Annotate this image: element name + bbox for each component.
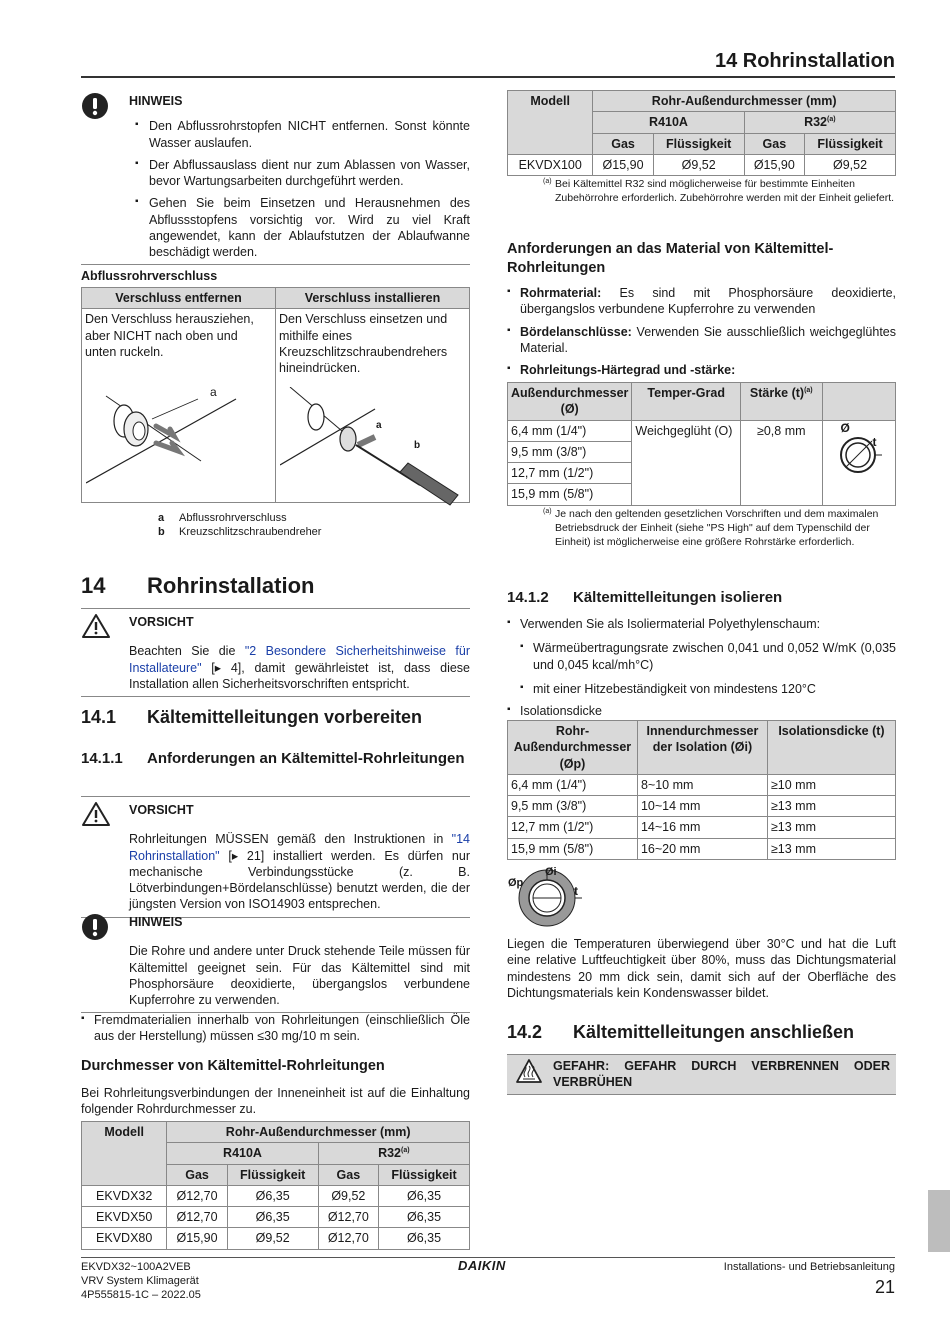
table-cell: Ø12,70	[318, 1207, 378, 1228]
page-number: 21	[874, 1277, 895, 1297]
col-gas: Gas	[318, 1164, 378, 1185]
plug-heading: Abflussrohrverschluss	[81, 269, 218, 283]
notice-text: Die Rohre und andere unter Druck stehende Teile müssen für Kältemittel geeignet sein. Für das Kältemittel sind mit Phosphorsäure deoxidierte, übergangslos verbundene Kupferrohre zu verwenden.	[129, 944, 470, 1007]
col-r32: R32$^{(a)}$	[744, 112, 895, 133]
subsection-heading	[81, 749, 470, 769]
legend-text: Abflussrohrverschluss	[179, 512, 287, 524]
col-temper: Temper-Grad	[632, 383, 741, 421]
insulation-table	[507, 720, 896, 860]
col-outer-diam: Außendurchmesser (Ø)	[508, 383, 632, 421]
fig-t-label: t	[574, 884, 578, 898]
caution-label: VORSICHT	[129, 803, 194, 817]
running-header: 14 Rohrinstallation	[714, 50, 895, 72]
plug-install-illustration	[280, 387, 470, 507]
col-outer: Rohr-Außendurchmesser (mm)	[167, 1122, 470, 1143]
footnote-text: Je nach den geltenden gesetzlichen Vorschriften und dem maximalen Betriebsdruck der Einheit (siehe "PS High" auf dem Typenschild der Einheit) ist möglicherweise eine größere Rohrstärke erforderlich.	[555, 508, 879, 549]
sub-list-item: ▪ Wärmeübertragungsrate zwischen 0,041 und 0,052 W/mK (0,035 und 0,045 kcal/mh°C)	[507, 640, 896, 673]
diameter-table-right	[507, 90, 896, 176]
list-item: ▪ Isolationsdicke	[507, 703, 896, 719]
fig-phi-label: Ø	[840, 420, 850, 435]
table-cell: Weichgeglüht (O)	[632, 420, 741, 505]
footnote-thickness	[543, 507, 896, 550]
caution-text: [▸ 21] installiert werden. Es dürfen nur mechanische Verbindungsstücke (z. B. Lötverbindungen+Bördelanschlüsse) benutzt werden, die der jüngsten Version von ISO14903 entsprechen.	[129, 848, 470, 912]
safety-link[interactable]: "2 Besondere Sicherheitshinweise für Installateure"	[129, 644, 470, 675]
diameter-heading: Durchmesser von Kältemittel-Rohrleitungen	[81, 1058, 385, 1074]
caution-text: [▸ 4], damit gewährleistet ist, dass diese Installation allen Sicherheitsvorschriften entspricht.	[129, 660, 470, 691]
daikin-logo: DAIKIN	[458, 1258, 506, 1273]
table-row	[82, 1207, 470, 1228]
section-title: Kältemittelleitungen vorbereiten	[147, 707, 423, 727]
list-item: ▪ Fremdmaterialien innerhalb von Rohrleitungen (einschließlich Öle aus der Herstellung) müssen ≤30 mg/10 m sein.	[81, 1012, 470, 1045]
insulation-list	[507, 610, 896, 719]
table-cell: Ø6,35	[379, 1207, 470, 1228]
table-cell: Ø12,70	[167, 1207, 227, 1228]
col-insulation-thickness: Isolationsdicke (t)	[767, 721, 895, 775]
header-rule	[81, 76, 895, 78]
list-item: ▪ Verwenden Sie als Isoliermaterial Polyethylenschaum: ▪ Wärmeübertragungsrate zwischen 0,041 und 0,052 W/mK (0,035 und 0,045 kcal/mh°C) ▪ mit einer Hitzebeständigkeit von mindestens 120°C	[507, 616, 896, 697]
sub-list-item: ▪ mit einer Hitzebeständigkeit von mindestens 120°C	[507, 681, 896, 697]
section-title: Kältemittelleitungen anschließen	[573, 1022, 855, 1042]
diameter-intro: Bei Rohrleitungsverbindungen der Inneneinheit ist auf die Einhaltung folgender Rohrdurchmesser zu.	[81, 1086, 470, 1117]
table-row	[508, 774, 896, 795]
list-item: ▪ Rohrleitungs-Härtegrad und -stärke:	[507, 362, 896, 378]
table-row	[508, 420, 896, 441]
table-cell: 16~20 mm	[637, 838, 767, 859]
footer-left	[81, 1261, 201, 1302]
notice-icon	[81, 913, 129, 947]
notice-icon	[81, 92, 129, 126]
col-gas: Gas	[744, 133, 804, 154]
footer-product: VRV System Klimagerät	[81, 1274, 199, 1287]
col-model: Modell	[508, 91, 593, 155]
subsection-heading	[507, 588, 896, 608]
table-cell: Ø9,52	[805, 154, 896, 175]
fig-op-label: Øp	[508, 877, 524, 889]
table-cell: 10~14 mm	[637, 796, 767, 817]
plug-install-text: Den Verschluss einsetzen und mithilfe eines Kreuzschlitzschraubendrehers hineindrücken.	[279, 312, 448, 375]
table-cell: EKVDX100	[508, 154, 593, 175]
footer-manual: Installations- und Betriebsanleitung	[723, 1261, 895, 1273]
fig-oi-label: Øi	[545, 866, 557, 878]
col-r410a: R410A	[593, 112, 744, 133]
table-cell: ≥13 mm	[767, 838, 895, 859]
material-list	[507, 279, 896, 378]
plug-col-install: Verschluss installieren	[276, 288, 470, 309]
table-row	[508, 817, 896, 838]
footnote-marker: (a)	[543, 508, 552, 515]
fig-label-a-install: a	[376, 420, 382, 432]
legend-text: Kreuzschlitzschraubendreher	[179, 526, 322, 539]
humidity-paragraph: Liegen die Temperaturen überwiegend über 30°C und hat die Luft eine relative Luftfeuchtigkeit über 80%, muss das Dichtungsmaterial mindestens 20 mm dick sein, damit sich auf der Oberfläche des Dichtungsmaterials kein Kondenswasser bildet.	[507, 937, 896, 1000]
subsection-number: 14.1.1	[81, 750, 123, 767]
chapter-number: 14	[81, 573, 106, 598]
table-cell: ≥0,8 mm	[741, 420, 822, 505]
diameter-table-left	[81, 1121, 470, 1250]
table-row	[508, 838, 896, 859]
table-cell: Ø6,35	[379, 1228, 470, 1249]
chapter-heading	[81, 572, 470, 601]
notice-item: ▪ Der Abflussauslass dient nur zum Ablassen von Wasser, bevor Wartungsarbeiten durchgeführt werden.	[129, 157, 470, 190]
caution-label: VORSICHT	[129, 615, 194, 629]
danger-text: GEFAHR: GEFAHR DURCH VERBRENNEN ODER VERBRÜHEN	[553, 1059, 890, 1090]
danger-box	[507, 1054, 896, 1095]
table-cell: 6,4 mm (1/4")	[508, 420, 632, 441]
caution-text: Rohrleitungen MÜSSEN gemäß den Instruktionen in	[129, 832, 452, 847]
notice-drain-plug	[81, 92, 470, 265]
section-number: 14.1	[81, 707, 117, 727]
insulation-diagram	[507, 862, 597, 932]
notice-item: ▪ Gehen Sie beim Einsetzen und Herausnehmen des Abflussstopfens vorsichtig vor. Wird zu viel Kraft angewendet, kann der Ablaufstutzen der Ablaufwanne beschädigt werden.	[129, 195, 470, 260]
col-liquid: Flüssigkeit	[379, 1164, 470, 1185]
section-number: 14.2	[507, 1022, 543, 1042]
chapter-tab	[928, 1190, 950, 1252]
caution-text: Beachten Sie die	[129, 644, 245, 659]
col-outer: Rohr-Außendurchmesser (mm)	[593, 91, 896, 112]
footer-docnum: 4P555815-1C – 2022.05	[81, 1288, 201, 1301]
table-cell: EKVDX50	[82, 1207, 167, 1228]
table-row	[82, 1228, 470, 1249]
table-cell: Ø9,52	[227, 1228, 318, 1249]
plug-remove-text: Den Verschluss herausziehen, aber NICHT nach oben und unten ruckeln.	[85, 312, 254, 359]
table-cell: 8~10 mm	[637, 774, 767, 795]
col-insulation-inner: Innendurchmesser der Isolation (Øi)	[637, 721, 767, 775]
plug-table	[81, 287, 470, 503]
table-cell: Ø15,90	[593, 154, 653, 175]
table-cell: 6,4 mm (1/4")	[508, 774, 638, 795]
hardness-table	[507, 382, 896, 506]
fig-label-a: a	[210, 385, 217, 400]
footnote-r32	[543, 177, 896, 205]
section-heading	[507, 1021, 896, 1044]
table-cell: Ø6,35	[379, 1185, 470, 1206]
col-gas: Gas	[167, 1164, 227, 1185]
list-item: ▪ Bördelanschlüsse: Verwenden Sie ausschließlich weichgeglühtes Material.	[507, 324, 896, 357]
table-cell: 15,9 mm (5/8")	[508, 838, 638, 859]
table-cell: Ø6,35	[227, 1207, 318, 1228]
table-row	[508, 796, 896, 817]
col-r410a: R410A	[167, 1143, 318, 1164]
table-cell: 9,5 mm (3/8")	[508, 441, 632, 462]
material-heading: Anforderungen an das Material von Kältemittel-Rohrleitungen	[507, 241, 834, 276]
table-cell: ≥13 mm	[767, 796, 895, 817]
table-cell: 9,5 mm (3/8")	[508, 796, 638, 817]
foreign-material-list	[81, 1006, 470, 1045]
install-link[interactable]: "14 Rohrinstallation"	[129, 832, 470, 863]
warning-icon	[81, 801, 129, 831]
table-cell: 14~16 mm	[637, 817, 767, 838]
notice-label: HINWEIS	[129, 94, 183, 108]
notice-label: HINWEIS	[129, 915, 183, 929]
subsection-title: Kältemittelleitungen isolieren	[573, 589, 783, 606]
col-liquid: Flüssigkeit	[227, 1164, 318, 1185]
table-row	[508, 154, 896, 175]
table-cell: Ø15,90	[167, 1228, 227, 1249]
chapter-title: Rohrinstallation	[147, 573, 315, 598]
table-cell: 15,9 mm (5/8")	[508, 484, 632, 505]
table-row	[82, 1185, 470, 1206]
col-liquid: Flüssigkeit	[805, 133, 896, 154]
list-item: ▪ Rohrmaterial: Es sind mit Phosphorsäure deoxidierte, übergangslos verbundene Kupferrohre zu verwenden	[507, 285, 896, 318]
table-cell: Ø15,90	[744, 154, 804, 175]
col-pipe-outer: Rohr-Außendurchmesser (Øp)	[508, 721, 638, 775]
plug-remove-illustration	[86, 391, 266, 491]
col-gas: Gas	[593, 133, 653, 154]
fig-label-b: b	[414, 440, 421, 452]
footnote-marker: (a)	[543, 178, 552, 185]
warning-icon	[81, 613, 129, 643]
subsection-number: 14.1.2	[507, 589, 549, 606]
table-cell: 12,7 mm (1/2")	[508, 463, 632, 484]
subsection-title: Anforderungen an Kältemittel-Rohrleitungen	[147, 750, 465, 767]
footer-model: EKVDX32~100A2VEB	[81, 1261, 191, 1273]
table-cell: Ø9,52	[318, 1185, 378, 1206]
legend-key: a	[158, 512, 165, 524]
col-model: Modell	[82, 1122, 167, 1186]
table-cell: 12,7 mm (1/2")	[508, 817, 638, 838]
col-r32: R32$^{(a)}$	[318, 1143, 469, 1164]
legend-key: b	[158, 526, 165, 539]
table-cell: EKVDX32	[82, 1185, 167, 1206]
table-cell: Ø9,52	[653, 154, 744, 175]
table-cell: Ø12,70	[318, 1228, 378, 1249]
table-cell: ≥13 mm	[767, 817, 895, 838]
fig-t-label: t	[872, 434, 877, 449]
figure-legend	[158, 511, 321, 540]
notice-item: ▪ Den Abflussrohrstopfen NICHT entfernen. Sonst könnte Wasser auslaufen.	[129, 118, 470, 151]
table-cell: EKVDX80	[82, 1228, 167, 1249]
col-thickness: Stärke $(t)^{(a)}$	[741, 383, 822, 421]
table-cell: Ø6,35	[227, 1185, 318, 1206]
notice-pipes	[81, 913, 470, 1013]
table-cell: ≥10 mm	[767, 774, 895, 795]
caution-safety	[81, 608, 470, 697]
section-heading	[81, 706, 470, 729]
plug-col-remove: Verschluss entfernen	[82, 288, 276, 309]
table-cell: Ø12,70	[167, 1185, 227, 1206]
caution-install	[81, 796, 470, 918]
footnote-text: Bei Kältemittel R32 sind möglicherweise für bestimmte Einheiten Zubehörrohre erforderlich. Zubehörrohre werden mit der Einheit geliefert.	[555, 178, 895, 205]
hot-surface-icon	[507, 1058, 553, 1091]
col-liquid: Flüssigkeit	[653, 133, 744, 154]
